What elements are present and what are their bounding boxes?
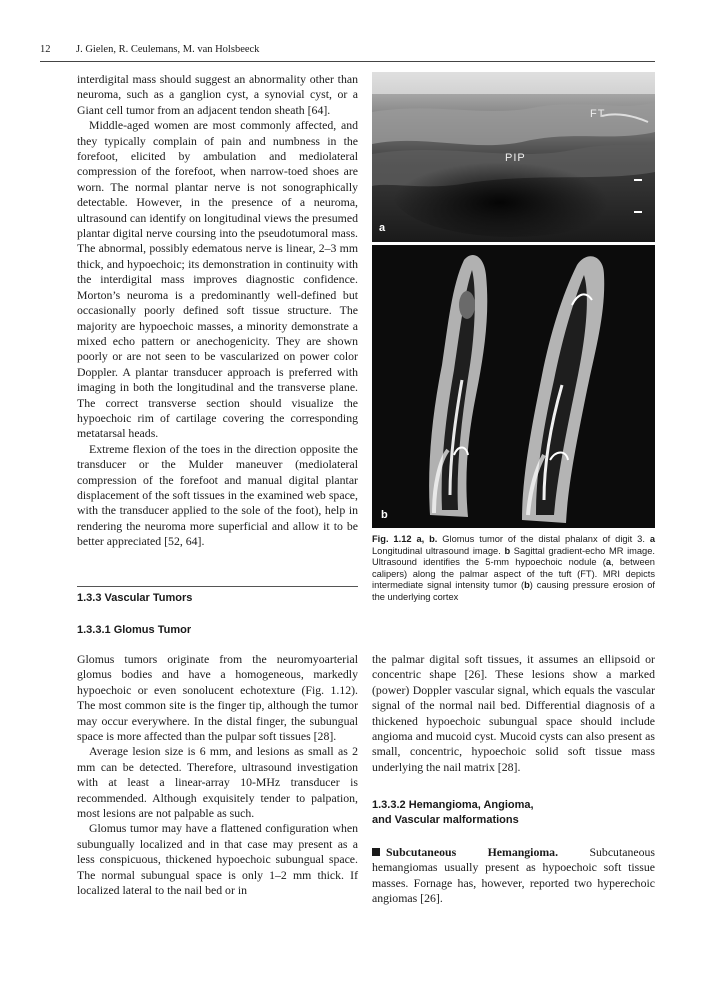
label-pip: PIP xyxy=(505,152,526,164)
running-header-authors: J. Gielen, R. Ceulemans, M. van Holsbeeck xyxy=(76,44,260,55)
caption-text: , between calipers) along the palmar aspect of the tuft (FT). MRI depicts intermediate signal intensity tumor ( xyxy=(372,557,655,591)
running-header xyxy=(40,43,655,62)
caption-panel-ref: a xyxy=(605,557,611,568)
section-rule xyxy=(77,586,358,587)
figure-panel-a-ultrasound xyxy=(372,72,655,242)
paragraph: Glomus tumors originate from the neuromyoarterial glomus bodies and have a homogeneous, markedly hypoechoic or even sonolucent echotexture (Fig. 1.12). The most common site is the finger tip, although the tumor may occur everywhere. In the distal finger, the subungual space is more affected than the pulpar soft tissues [28]. xyxy=(77,652,358,744)
paragraph: interdigital mass should suggest an abnormality other than neuroma, such as a ganglion cyst, a synovial cyst, or a Giant cell tumor from an adjacent tendon sheath [64]. xyxy=(77,72,358,117)
panel-a-letter: a xyxy=(379,222,386,234)
right-column-bottom xyxy=(372,652,655,775)
caption-text: Glomus tumor of the distal phalanx of digit 3. xyxy=(442,534,645,544)
caption-text: Sagittal gradient-echo MR image. Ultrasound identifies the 5-mm hypoechoic nodule ( xyxy=(372,545,655,568)
section-heading-vascular-tumors: 1.3.3 Vascular Tumors xyxy=(77,592,193,604)
paragraph: the palmar digital soft tissues, it assumes an ellipsoid or concentric shape [26]. These lesions show a marked (power) Doppler vascular signal, which equals the vascular signal of the normal nail bed. Differential diagnosis of a thickened hypoechoic subungual space should include angioma and mucoid cyst. Mucoid cysts can also present as small, concentric, hypoechoic solid soft tissue mass underlying the nail matrix [28]. xyxy=(372,652,655,774)
subsection-heading-line: 1.3.3.2 Hemangioma, Angioma, xyxy=(372,799,534,811)
bullet-square-icon xyxy=(372,848,380,856)
left-column-bottom xyxy=(77,652,358,899)
paragraph: Glomus tumor may have a flattened configuration when subungually localized and in that case may present as a less conspicuous, thickened hypoechoic subungual space. The normal subungual space is only 1–2 mm thick. If localized lateral to the nail bed or in xyxy=(77,821,358,898)
paragraph: Middle-aged women are most commonly affected, and they typically complain of pain and numbness in the forefoot, elicited by ambulation and mediolateral compression of the forefoot, when narrow-toed shoes are worn. The normal plantar nerve is not sonographically detectable. However, in the presence of a neuroma, ultrasound can identify on longitudinal views the presumed plantar digital nerve coursing into the pseudotumoral mass. The abnormal, possibly edematous nerve is linear, 2–3 mm thick, and hypoechoic; its demonstration in continuity with the interdigital mass improves diagnostic confidence. Morton’s neuroma is a predominantly well-defined but occasionally poorly defined soft tissue structure. The majority are hypoechoic masses, a minority demonstrate a mixed echo pattern or anechogenicity. They are shown poorly or are not seen to be vascularized on power color Doppler. A plantar transducer approach is preferred with imaging in both the longitudinal and the transverse plane. The correct transverse section should visualize the hypoechoic rim of cartilage covering the corresponding metatarsal heads. xyxy=(77,118,358,441)
left-column-top xyxy=(77,72,358,550)
subsection-heading-hemangioma xyxy=(372,798,534,828)
subsection-heading-line: and Vascular malformations xyxy=(372,814,519,826)
subcutaneous-hemangioma-paragraph xyxy=(372,845,655,907)
figure-caption xyxy=(372,534,655,604)
mri-image xyxy=(372,245,655,528)
caption-figure-number: Fig. 1.12 a, b. xyxy=(372,534,438,544)
caption-text: Longitudinal ultrasound image. xyxy=(372,545,501,556)
panel-b-letter: b xyxy=(381,509,388,521)
page-number: 12 xyxy=(40,44,51,55)
figure-panel-b-mri xyxy=(372,245,655,528)
paragraph-run-in-heading: Subcutaneous Hemangioma. xyxy=(386,845,559,859)
caption-text: ) causing pressure erosion of the underlying cortex xyxy=(372,580,656,602)
caption-panel-ref: b xyxy=(504,545,511,556)
caption-panel-ref: a xyxy=(649,534,655,544)
subsection-heading-glomus-tumor: 1.3.3.1 Glomus Tumor xyxy=(77,624,192,636)
paragraph: Average lesion size is 6 mm, and lesions as small as 2 mm can be detected. Therefore, ultrasound investigation with at least a linear-array 10-MHz transducer is recommended. Although exquisitely tender to palpation, most lesions are not palpable as such. xyxy=(77,744,358,821)
caption-panel-ref: b xyxy=(524,580,530,591)
paragraph: Extreme flexion of the toes in the direction opposite the transducer or the Mulder maneuver (mediolateral compression of the forefoot and manual digital plantar displacement of the soft tissues in the examined web space, with the transducer applied to the sole of the foot), help in rendering the neuroma more superficial and allow it to be better appreciated [52, 64]. xyxy=(77,441,358,549)
paragraph-text: Subcutaneous hemangiomas usually present as hypoechoic soft tissue masses. Fornage has, however, reported two hyperechoic angiomas [26]. xyxy=(372,845,655,906)
label-ft: FT xyxy=(590,108,606,120)
